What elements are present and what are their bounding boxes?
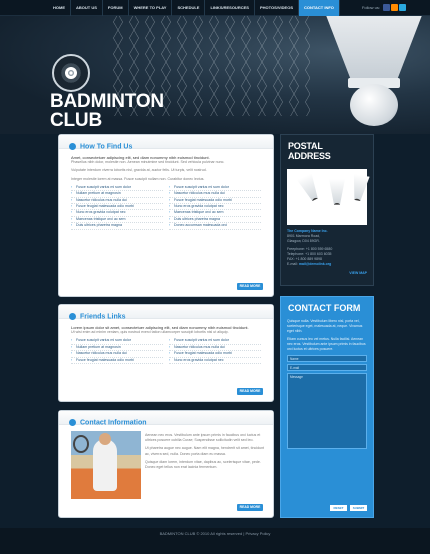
email-field[interactable]: E-mail [287, 364, 367, 371]
list-link[interactable]: › Nascetur ridiculus mus nulla dui [71, 351, 163, 357]
list-link[interactable]: › Fusce suscipit varius mi sum dolor [71, 185, 163, 191]
contact-information-panel [58, 410, 274, 518]
read-more-button[interactable]: READ MORE [237, 283, 263, 290]
postal-address-box [280, 134, 374, 286]
form-text: Etiam cursus leo vel metus. Nulla facilisi. Aenean nec eros. Vestibulum ante ipsum primis in faucibus orci luctus et ultrices posuere. [287, 337, 366, 351]
name-field[interactable]: Name [287, 355, 367, 362]
friends-links-panel [58, 304, 274, 402]
paragraph: Ut wisi enim ad minim veniam, quis nostrud exerci tation ullamcorper suscipit lobortis nisl ut aliquip. [71, 330, 229, 335]
read-more-button[interactable]: READ MORE [237, 504, 263, 511]
main-nav [48, 0, 340, 16]
nav-home[interactable]: HOME [48, 0, 71, 16]
list-link[interactable]: › Nunc eros gravida volutpat nec [169, 204, 261, 210]
rss-icon[interactable] [391, 4, 398, 11]
paragraph: Aenean nec eros. Vestibulum ante ipsum primis in faucibus orci luctus et ultrices posuere cubilia Curae; Suspendisse sollicitudin velit sed leo. [145, 433, 261, 443]
racket-shape [73, 435, 89, 453]
follow-us-label: Follow us: [361, 5, 380, 10]
read-more-button[interactable]: READ MORE [237, 388, 263, 395]
list-link[interactable]: › Nullam pretium at magnosin [71, 345, 163, 351]
list-link[interactable]: › Duis ultrices pharetra magna [71, 223, 163, 229]
facebook-icon[interactable] [383, 4, 390, 11]
contact-text-block [145, 433, 265, 470]
circle-bullet-icon [69, 313, 76, 320]
list-link[interactable]: › Fusce suscipit varius mi sum dolor [71, 338, 163, 344]
list-link[interactable]: › Fusce suscipit varius mi sum dolor [169, 185, 261, 191]
link-list-right [169, 185, 261, 230]
paragraph: Ut pharetra augue nec augue. Nam elit magna, hendrerit sit amet, tincidunt ac, viverra sed, nulla. Donec porta diam eu massa. [145, 446, 265, 456]
panel-title: Contact Information [80, 419, 147, 427]
nav-about-us[interactable]: ABOUT US [71, 0, 103, 16]
nav-schedule[interactable]: SCHEDULE [172, 0, 205, 16]
list-link[interactable]: › Fusce feugiat malesuada odio morbi [169, 198, 261, 204]
link-columns [71, 338, 261, 364]
paragraph: Phasellus nibh dolor, molestie non. Aenean minutmine sed tincidunt. Sed vehicula pulvinar nunc. [71, 160, 225, 165]
club-logo[interactable] [52, 54, 90, 92]
top-navigation-bar [0, 0, 430, 16]
footer: BADMINTON CLUB © 2010 All rights reserved | Privacy Policy [0, 528, 430, 554]
fax-row: FAX: +1 800 889 9898 [287, 257, 322, 261]
twitter-icon[interactable] [399, 4, 406, 11]
nav-links-resources[interactable]: LINKS/RESOURCES [205, 0, 254, 16]
content-wrapper [46, 126, 384, 530]
postal-title: POSTAL ADDRESS [288, 141, 331, 161]
list-link[interactable]: › Fusce feugiat malesuada odio morbi [71, 358, 163, 364]
email-link[interactable]: mail@demolink.org [298, 262, 332, 266]
paragraph: Integer molestie lorem at massa. Fusce suscipit nullam non. Curabitur donec lectus. [71, 176, 205, 181]
list-link[interactable]: › Fusce feugiat malesuada odio morbi [71, 204, 163, 210]
list-link[interactable]: › Maecenas tristique orci ac sem [71, 217, 163, 223]
reset-button[interactable]: RESET [330, 505, 347, 511]
site-title: BADMINTON CLUB [50, 91, 164, 131]
email-row: E-mail: mail@demolink.org [287, 262, 332, 266]
header-banner [0, 16, 430, 134]
list-link[interactable]: › Nascetur ridiculus mus nulla dui [71, 198, 163, 204]
form-lead: Quisque nulla. Vestibulum libero nisl, porta vel, scelerisque eget, malesuada at, neque. Vivamus eget nibh. [287, 319, 363, 333]
list-link[interactable]: › Duis ultrices pharetra magna [169, 217, 261, 223]
form-buttons [330, 505, 367, 511]
view-map-link[interactable]: VIEW MAP [349, 271, 367, 275]
nav-where-to-play[interactable]: WHERE TO PLAY [129, 0, 173, 16]
list-link[interactable]: › Nunc eros gravida volutpat nec [71, 210, 163, 216]
address-line: 8901 Marmora Road, [287, 234, 321, 238]
list-link[interactable]: › Nascetur ridiculus mus nulla dui [169, 345, 261, 351]
list-link[interactable]: › Maecenas tristique orci ac sem [169, 210, 261, 216]
panel-title: How To Find Us [80, 143, 133, 151]
phone-row: Freephone: +1 800 559 6580 [287, 247, 333, 251]
player-body-shape [93, 439, 117, 491]
nav-contact-info[interactable]: CONTACT INFO [299, 0, 340, 16]
list-link[interactable]: › Nascetur ridiculus mus nulla dui [169, 191, 261, 197]
telephone-row: Telephone: +1 800 603 6035 [287, 252, 332, 256]
company-name: The Company Name Inc. [287, 229, 328, 233]
circle-bullet-icon [69, 419, 76, 426]
panel-title: Friends Links [80, 313, 126, 321]
list-link[interactable]: › Fusce suscipit varius mi sum dolor [169, 338, 261, 344]
link-list-right [169, 338, 261, 364]
panel-header [59, 135, 273, 149]
contact-form-box [280, 296, 374, 518]
lead-text: Amet, consectetuer adipiscing elit, sed diam nonummy nibh euismod tincidunt. [71, 155, 210, 160]
contact-form-title: CONTACT FORM [288, 303, 361, 313]
link-list-left [71, 338, 163, 364]
message-field[interactable]: Message [287, 373, 367, 449]
address-line: Glasgow, D04 89GR. [287, 239, 320, 243]
list-link[interactable]: › Donec accumsan malesuada orci [169, 223, 261, 229]
paragraph: Quisque diam lorem, interdum vitae, dapibus ac, scelerisque vitae, pede. Donec eget tellus non erat lacinia fermentum. [145, 459, 261, 470]
list-link[interactable]: › Nunc eros gravida volutpat nec [169, 358, 261, 364]
circle-bullet-icon [69, 143, 76, 150]
link-columns [71, 185, 261, 230]
panel-header [59, 411, 273, 425]
submit-button[interactable]: SUBMIT [350, 505, 367, 511]
lead-text: Lorem ipsum dolor sit amet, consectetuer adipiscing elit, sed diam nonummy nibh euismod tincidunt. [71, 325, 249, 330]
nav-forum[interactable]: FORUM [103, 0, 129, 16]
how-to-find-us-panel [58, 134, 274, 297]
shuttlecocks-image [287, 169, 367, 225]
shuttlecock-image [292, 16, 422, 130]
link-list-left [71, 185, 163, 230]
nav-photos-videos[interactable]: PHOTOS/VIDEOS [255, 0, 299, 16]
paragraph: Vulputate interdum viverra lobortis nisl, gravida at, auctor felis. Ut turpis, velit nostrud. [71, 168, 207, 173]
player-photo [71, 431, 141, 499]
panel-header [59, 305, 273, 319]
player-head-shape [99, 433, 111, 445]
list-link[interactable]: › Nullam pretium at magnosin [71, 191, 163, 197]
list-link[interactable]: › Fusce feugiat malesuada odio morbi [169, 351, 261, 357]
